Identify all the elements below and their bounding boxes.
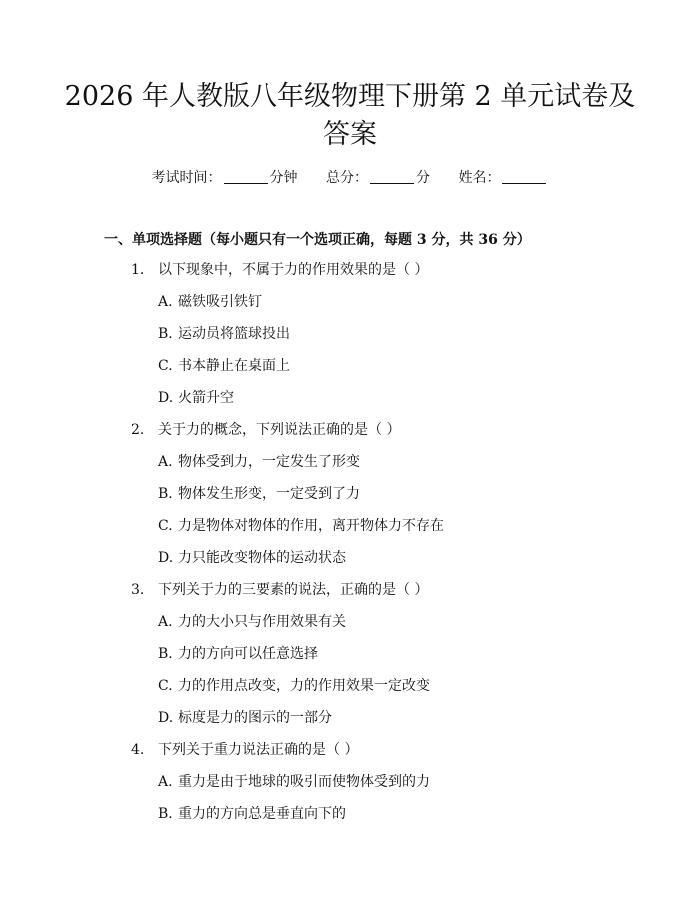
- page-title: 2026 年人教版八年级物理下册第 2 单元试卷及答案: [64, 81, 636, 150]
- option-text: 物体受到力，一定发生了形变: [178, 454, 360, 470]
- option-letter: B.: [158, 646, 173, 662]
- option-item: [158, 516, 444, 536]
- question-text: 以下现象中，不属于力的作用效果的是（ ）: [158, 262, 429, 278]
- option-text: 物体发生形变，一定受到了力: [178, 486, 360, 502]
- name-blank: [502, 183, 546, 184]
- exam-time-blank: [224, 183, 268, 184]
- option-item: [158, 356, 290, 376]
- question-number: 3.: [131, 582, 145, 598]
- option-text: 力只能改变物体的运动状态: [178, 550, 346, 566]
- option-letter: D.: [158, 550, 174, 566]
- option-letter: B.: [158, 486, 173, 502]
- option-text: 标度是力的图示的一部分: [178, 710, 332, 726]
- exam-info-line: [0, 168, 700, 188]
- option-item: [158, 708, 332, 728]
- question-item: [131, 260, 428, 280]
- question-number: 2.: [131, 422, 145, 438]
- exam-time-field: [152, 168, 298, 188]
- total-score-field: [326, 168, 430, 188]
- name-field: [458, 168, 548, 188]
- option-item: [158, 484, 360, 504]
- option-letter: A.: [158, 774, 173, 790]
- exam-time-unit: 分钟: [269, 170, 298, 186]
- name-label: 姓名：: [458, 170, 501, 186]
- option-item: [158, 292, 262, 312]
- total-score-unit: 分: [416, 170, 430, 186]
- option-item: [158, 804, 346, 824]
- option-text: 火箭升空: [178, 390, 234, 406]
- option-text: 重力是由于地球的吸引而使物体受到的力: [178, 774, 430, 790]
- question-text: 下列关于重力说法正确的是（ ）: [158, 742, 359, 758]
- question-text: 下列关于力的三要素的说法，正确的是（ ）: [158, 582, 429, 598]
- exam-time-label: 考试时间：: [151, 170, 222, 186]
- option-text: 运动员将篮球投出: [178, 326, 290, 342]
- option-letter: D.: [158, 710, 174, 726]
- question-text: 关于力的概念，下列说法正确的是（ ）: [158, 422, 401, 438]
- question-item: [131, 580, 428, 600]
- option-letter: A.: [158, 454, 173, 470]
- option-item: [158, 772, 430, 792]
- option-item: [158, 452, 360, 472]
- question-item: [131, 420, 400, 440]
- question-number: 4.: [131, 742, 145, 758]
- option-text: 重力的方向总是垂直向下的: [178, 806, 346, 822]
- option-item: [158, 388, 234, 408]
- option-letter: C.: [158, 518, 173, 534]
- option-letter: A.: [158, 294, 173, 310]
- question-number: 1.: [131, 262, 145, 278]
- option-letter: B.: [158, 806, 173, 822]
- total-score-label: 总分：: [326, 170, 368, 186]
- option-item: [158, 548, 346, 568]
- option-item: [158, 612, 346, 632]
- option-letter: C.: [158, 358, 173, 374]
- option-letter: C.: [158, 678, 173, 694]
- section-heading: 一、单项选择题（每小题只有一个选项正确，每题 3 分，共 36 分）: [104, 232, 531, 248]
- option-item: [158, 676, 430, 696]
- option-item: [158, 644, 318, 664]
- option-text: 力是物体对物体的作用，离开物体力不存在: [178, 518, 444, 534]
- option-letter: D.: [158, 390, 174, 406]
- option-item: [158, 324, 290, 344]
- option-letter: A.: [158, 614, 173, 630]
- option-text: 力的作用点改变，力的作用效果一定改变: [178, 678, 430, 694]
- option-text: 力的方向可以任意选择: [178, 646, 318, 662]
- total-score-blank: [370, 183, 414, 184]
- question-item: [131, 740, 358, 760]
- option-text: 书本静止在桌面上: [178, 358, 290, 374]
- option-letter: B.: [158, 326, 173, 342]
- option-text: 力的大小只与作用效果有关: [178, 614, 346, 630]
- option-text: 磁铁吸引铁钉: [178, 294, 262, 310]
